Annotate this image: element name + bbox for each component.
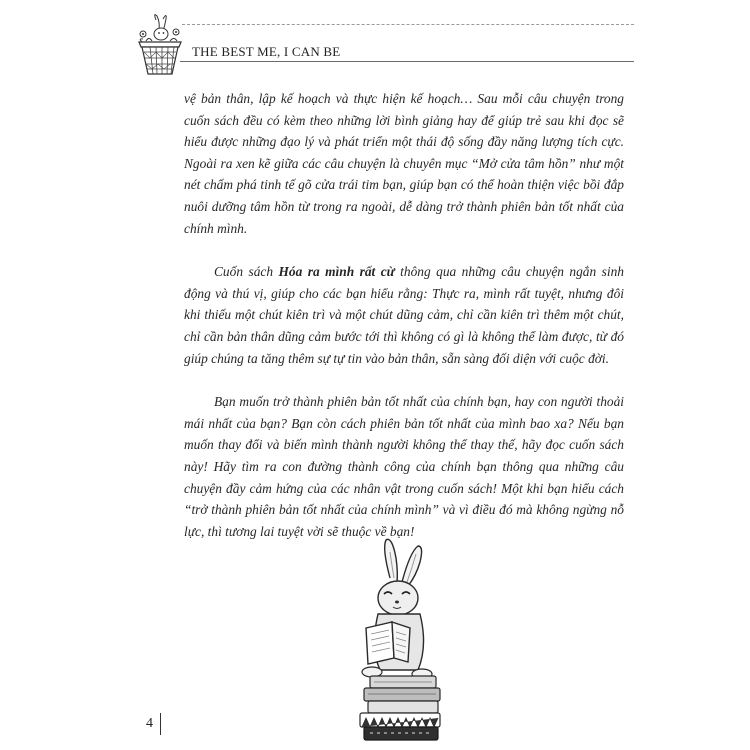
header-rule [180,61,634,62]
rabbit-reading-on-books-icon [340,538,450,743]
body-text [184,88,624,564]
page-number-divider [160,713,161,735]
rabbit-in-basket-icon [134,14,186,76]
page-number: 4 [146,716,153,731]
header-dotted-line [182,24,634,25]
paragraph-1: vệ bản thân, lập kế hoạch và thực hiện kế hoạch… Sau mỗi câu chuyện trong cuốn sách đều có kèm theo những lời bình giảng hay để giúp trẻ sau khi đọc sẽ hiểu được những đạo lý và phát triển một thái độ sống đầy năng lượng tích cực. Ngoài ra xen kẽ giữa các câu chuyện là chuyên mục “Mở cửa tâm hồn” như một nét chấm phá tinh tế gõ cửa trái tim bạn, giúp bạn có thể hoàn thiện việc bồi đắp nuôi dưỡng tâm hồn từ trong ra ngoài, dễ dàng trở thành phiên bản tốt nhất của chính mình. [184,91,624,236]
running-head-title: THE BEST ME, I CAN BE [192,44,341,59]
paragraph-2-lead: Cuốn sách [214,264,279,280]
paragraph-2 [184,261,624,369]
paragraph-2-rest: thông qua những câu chuyện ngắn sinh động và thú vị, giúp cho các bạn hiểu rằng: Thực ra, mình rất tuyệt, nhưng đôi khi thiếu một chút kiên trì và một chút dũng cảm, chỉ cần kiên trì thêm một chút, chỉ cần bản thân dũng cảm bước tới thì không có gì là không thể làm được, từ đó giúp chúng ta tăng thêm sự tự tin vào bản thân, sẵn sàng đối diện với cuộc đời. [184,264,624,366]
book-name-emphasis: Hóa ra mình rất cừ [278,264,395,280]
paragraph-3: Bạn muốn trở thành phiên bản tốt nhất của chính bạn, hay con người thoải mái nhất của bạn? Bạn còn cách phiên bản tốt nhất của mình bao xa? Nếu bạn muốn thay đổi và biến mình thành người không thể thay thế, hãy đọc cuốn sách này! Hãy tìm ra con đường thành công của chính bạn thông qua những câu chuyện đầy cảm hứng của các nhân vật trong cuốn sách! Một khi bạn hiểu cách “trở thành phiên bản tốt nhất của chính mình” và vì điều đó mà không ngừng nỗ lực, thì tương lai tuyệt vời sẽ thuộc về bạn! [184,394,624,539]
